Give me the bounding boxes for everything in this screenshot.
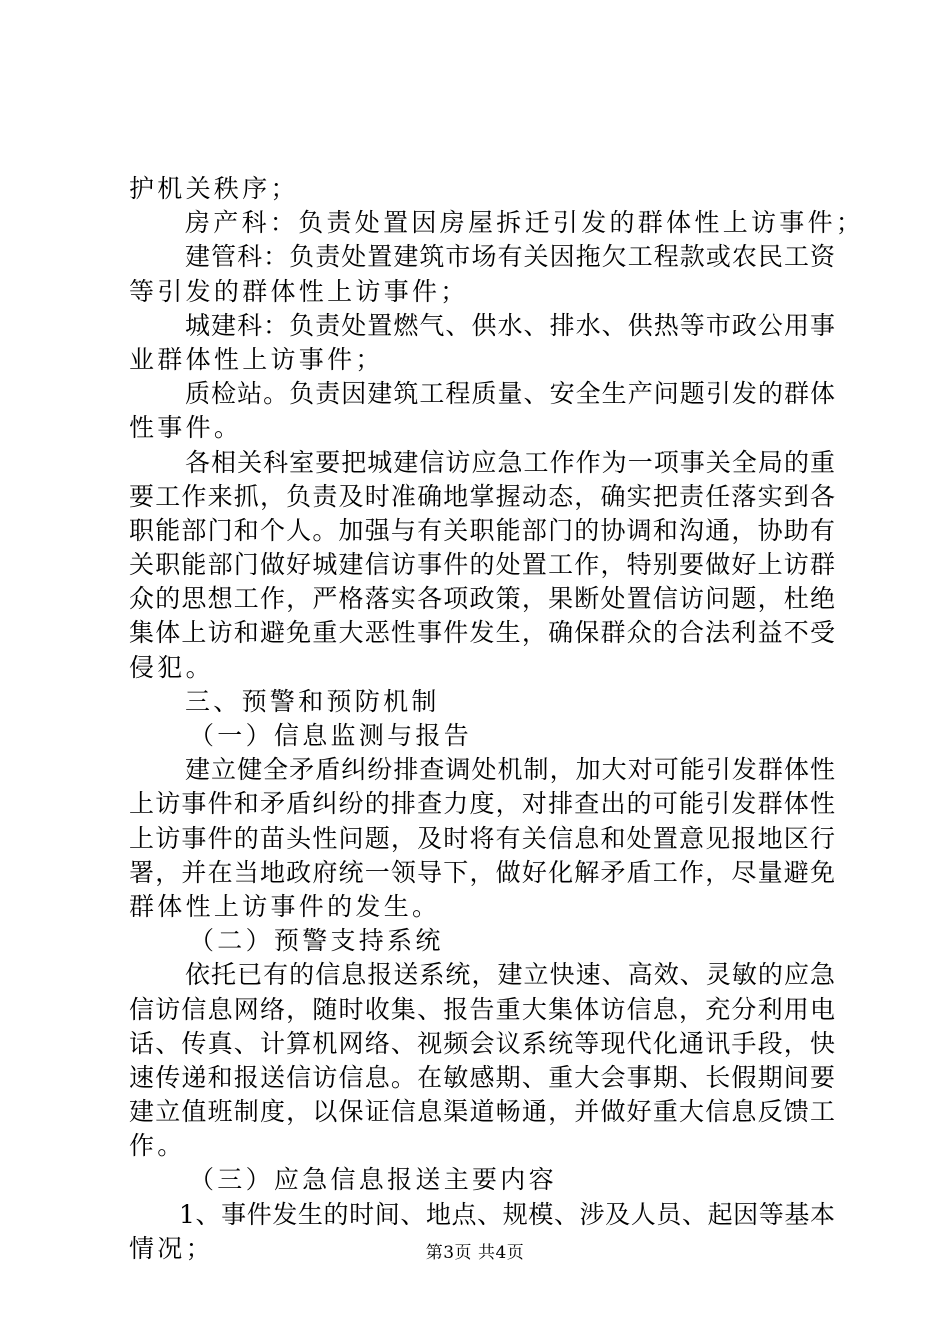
text-line: （三）应急信息报送主要内容 xyxy=(189,1165,557,1195)
text-line: 上访事件和矛盾纠纷的排查力度，对排查出的可能引发群体性 xyxy=(129,789,835,819)
text-line: 集体上访和避免重大恶性事件发生，确保群众的合法利益不受 xyxy=(129,618,835,648)
text-line: 关职能部门做好城建信访事件的处置工作，特别要做好上访群 xyxy=(129,550,835,580)
text-line: 话、传真、计算机网络、视频会议系统等现代化通讯手段，快 xyxy=(129,1028,835,1058)
page-footer: 第3页 共4页 xyxy=(425,1243,525,1263)
text-line: 建立值班制度，以保证信息渠道畅通，并做好重大信息反馈工 xyxy=(129,1097,835,1127)
text-line: 依托已有的信息报送系统，建立快速、高效、灵敏的应急 xyxy=(185,960,835,990)
text-line: 职能部门和个人。加强与有关职能部门的协调和沟通，协助有 xyxy=(129,515,835,545)
text-line: 建管科：负责处置建筑市场有关因拖欠工程款或农民工资 xyxy=(185,242,835,272)
text-line: 信访信息网络，随时收集、报告重大集体访信息，充分利用电 xyxy=(129,994,835,1024)
text-line: 质检站。负责因建筑工程质量、安全生产问题引发的群体 xyxy=(185,379,835,409)
text-line: 署，并在当地政府统一领导下，做好化解矛盾工作，尽量避免 xyxy=(129,857,835,887)
text-line: （二）预警支持系统 xyxy=(189,926,444,956)
text-line: 各相关科室要把城建信访应急工作作为一项事关全局的重 xyxy=(185,447,835,477)
document-body xyxy=(129,172,865,1266)
text-line: 群体性上访事件的发生。 xyxy=(129,891,441,921)
text-line: 众的思想工作，严格落实各项政策，果断处置信访问题，杜绝 xyxy=(129,584,835,614)
text-line: 房产科：负责处置因房屋拆迁引发的群体性上访事件； xyxy=(185,208,865,238)
text-line: 情况； xyxy=(129,1233,214,1263)
text-line: 性事件。 xyxy=(129,413,243,443)
text-line: 三、预警和预防机制 xyxy=(185,686,440,716)
text-line: （一）信息监测与报告 xyxy=(189,721,473,750)
text-line: 要工作来抓，负责及时准确地掌握动态，确实把责任落实到各 xyxy=(129,481,835,511)
text-line: 业群体性上访事件； xyxy=(129,344,384,374)
text-line: 护机关秩序； xyxy=(129,174,299,203)
text-line: 侵犯。 xyxy=(129,652,214,682)
text-line: 城建科：负责处置燃气、供水、排水、供热等市政公用事 xyxy=(185,310,835,340)
text-line: 建立健全矛盾纠纷排查调处机制，加大对可能引发群体性 xyxy=(185,755,835,785)
text-line: 等引发的群体性上访事件； xyxy=(129,276,469,306)
text-line: 速传递和报送信访信息。在敏感期、重大会事期、长假期间要 xyxy=(129,1062,835,1092)
text-line: 作。 xyxy=(129,1131,186,1161)
text-line: 1、事件发生的时间、地点、规模、涉及人员、起因等基本 xyxy=(179,1199,835,1229)
text-line: 上访事件的苗头性问题，及时将有关信息和处置意见报地区行 xyxy=(129,823,835,853)
